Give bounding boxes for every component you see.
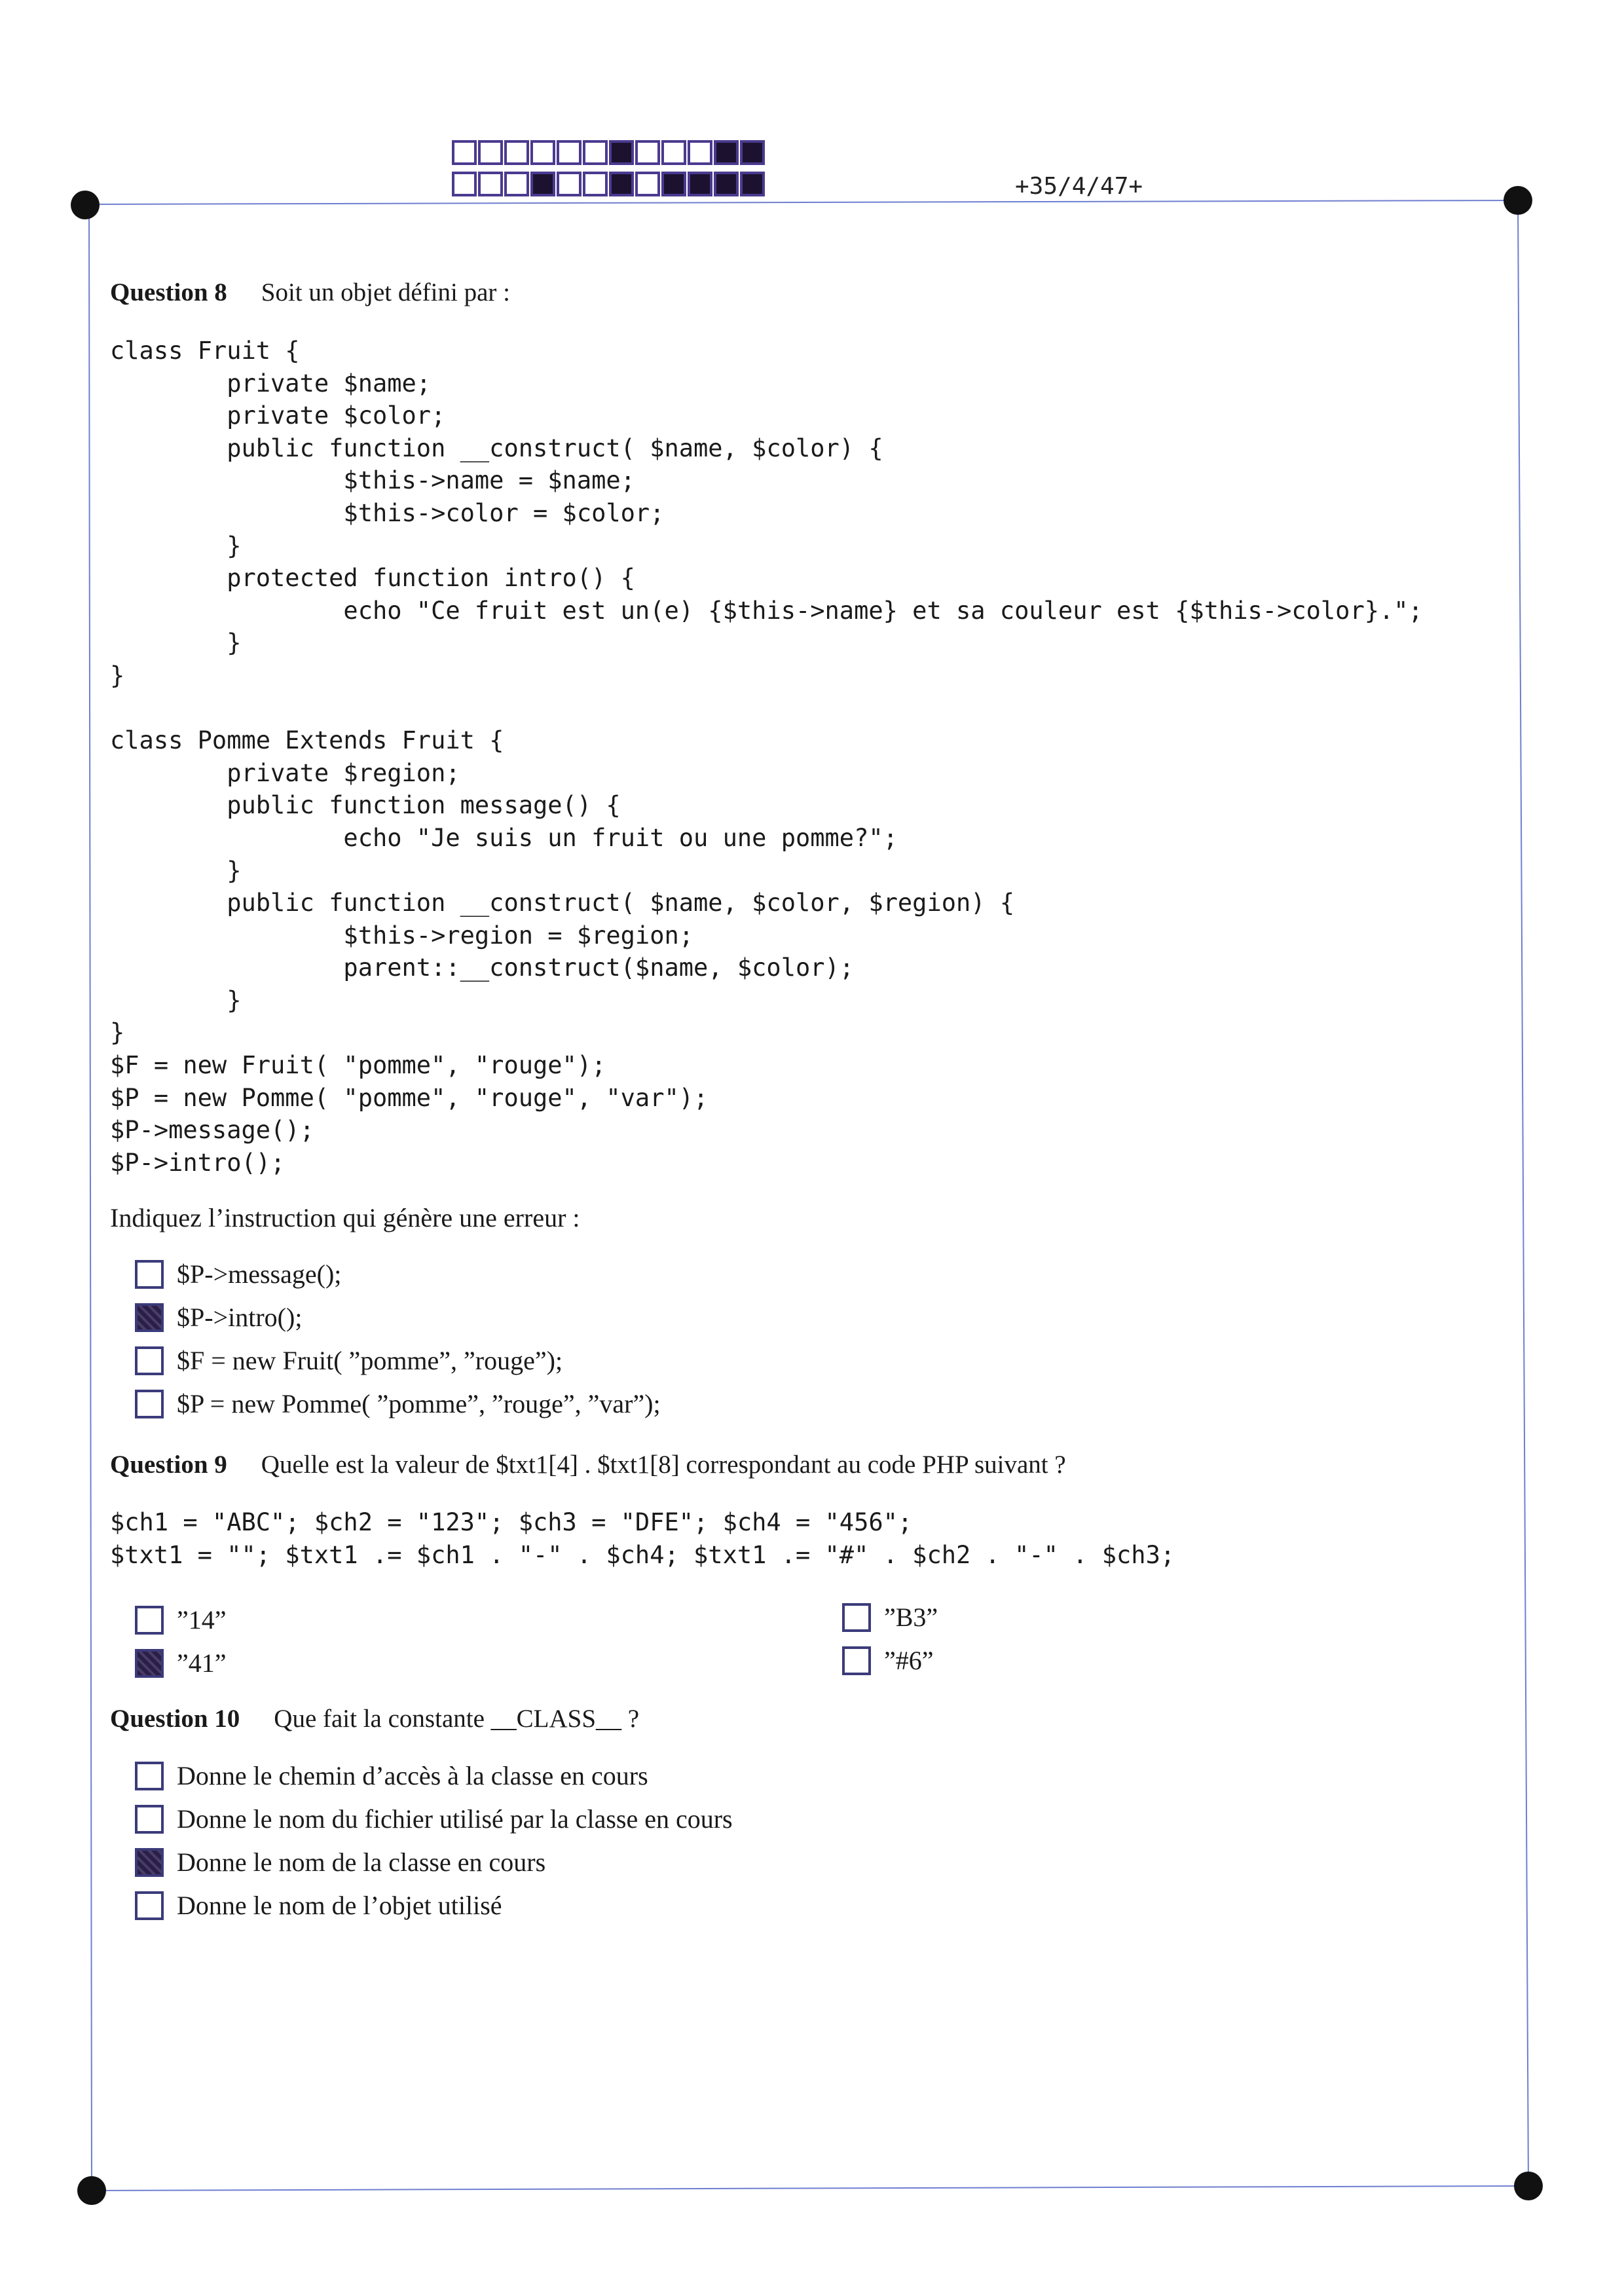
q10-option-4-label: Donne le nom de l’objet utilisé — [177, 1891, 502, 1920]
q9-option-1[interactable] — [135, 1604, 227, 1635]
question-9-label: Question 9 — [110, 1451, 227, 1479]
q8-option-2-checkbox[interactable] — [135, 1303, 164, 1332]
id-mark-cell — [688, 172, 712, 196]
question-10-text: Que fait la constante __CLASS__ ? — [274, 1705, 640, 1733]
question-8-code: class Fruit { private $name; private $color; public function __construct( $name, $color) { $this->name = $name; $this->color = $color; } protected function intro() { echo "Ce fruit est un(e) {$this->name} et sa couleur est {$this->color}."; } } class Pomme Extends Fruit { private $region; public function message() { echo "Je suis un fruit ou une pomme?"; } public function __construct( $name, $color, $region) { $this->region = $region; parent::__construct($name, $color); } } $F = new Fruit( "pomme", "rouge"); $P = new Pomme( "pomme", "rouge", "var"); $P->message(); $P->intro(); — [110, 337, 1423, 1177]
q8-option-2-label: $P->intro(); — [177, 1303, 303, 1332]
q9-option-4-label: ”#6” — [884, 1646, 934, 1675]
q9-option-2-label: ”41” — [177, 1648, 227, 1678]
q9-option-1-label: ”14” — [177, 1605, 227, 1635]
q8-option-1-checkbox[interactable] — [135, 1260, 164, 1289]
q9-option-4[interactable] — [842, 1645, 934, 1676]
q8-option-1-label: $P->message(); — [177, 1259, 342, 1289]
q9-option-3-checkbox[interactable] — [842, 1603, 871, 1632]
id-mark-cell — [661, 140, 686, 165]
id-marks-row-2 — [452, 172, 766, 196]
id-mark-cell — [635, 172, 660, 196]
frame-bottom-line — [92, 2186, 1528, 2191]
id-marks-row-1 — [452, 140, 766, 165]
q8-option-4[interactable] — [135, 1388, 661, 1419]
q10-option-3[interactable] — [135, 1847, 545, 1878]
question-9-header — [110, 1450, 1066, 1479]
q10-option-2-label: Donne le nom du fichier utilisé par la classe en cours — [177, 1804, 733, 1834]
id-mark-cell — [583, 140, 608, 165]
q10-option-1-label: Donne le chemin d’accès à la classe en cours — [177, 1761, 648, 1790]
corner-marker-top-right — [1504, 186, 1532, 215]
corner-marker-top-left — [71, 191, 100, 219]
id-mark-cell — [635, 140, 660, 165]
q8-option-3-checkbox[interactable] — [135, 1346, 164, 1375]
question-8-text: Soit un objet défini par : — [261, 278, 510, 306]
id-mark-cell — [530, 140, 555, 165]
question-9-text: Quelle est la valeur de $txt1[4] . $txt1[8] correspondant au code PHP suivant ? — [261, 1451, 1066, 1479]
id-mark-cell — [609, 172, 634, 196]
id-mark-cell — [478, 172, 503, 196]
q10-option-2-checkbox[interactable] — [135, 1805, 164, 1834]
corner-marker-bottom-right — [1514, 2172, 1543, 2200]
q8-option-4-checkbox[interactable] — [135, 1390, 164, 1418]
question-10-label: Question 10 — [110, 1705, 240, 1733]
frame-left-line — [89, 204, 92, 2191]
id-mark-cell — [583, 172, 608, 196]
q9-option-4-checkbox[interactable] — [842, 1646, 871, 1675]
q9-option-1-checkbox[interactable] — [135, 1606, 164, 1635]
id-mark-cell — [504, 140, 529, 165]
frame-right-line — [1518, 200, 1528, 2186]
q9-option-3[interactable] — [842, 1602, 938, 1633]
corner-marker-bottom-left — [77, 2176, 106, 2205]
q10-option-4[interactable] — [135, 1890, 502, 1921]
q10-option-4-checkbox[interactable] — [135, 1891, 164, 1920]
id-mark-cell — [714, 172, 739, 196]
id-mark-cell — [452, 140, 477, 165]
question-8-label: Question 8 — [110, 278, 227, 306]
q8-option-3[interactable] — [135, 1345, 563, 1376]
id-mark-cell — [661, 172, 686, 196]
id-mark-cell — [504, 172, 529, 196]
q9-option-2[interactable] — [135, 1648, 227, 1678]
id-mark-cell — [478, 140, 503, 165]
id-mark-cell — [557, 140, 581, 165]
q10-option-1[interactable] — [135, 1760, 648, 1791]
question-9-code: $ch1 = "ABC"; $ch2 = "123"; $ch3 = "DFE"; $ch4 = "456"; $txt1 = ""; $txt1 .= $ch1 . "-" . $ch4; $txt1 .= "#" . $ch2 . "-" . $ch3; — [110, 1508, 1175, 1569]
q10-option-3-label: Donne le nom de la classe en cours — [177, 1847, 546, 1877]
q8-option-2[interactable] — [135, 1302, 302, 1333]
question-8-prompt: Indiquez l’instruction qui génère une erreur : — [110, 1203, 580, 1232]
q8-option-1[interactable] — [135, 1259, 341, 1289]
page-identifier: +35/4/47+ — [1015, 173, 1143, 200]
id-mark-cell — [530, 172, 555, 196]
q10-option-1-checkbox[interactable] — [135, 1762, 164, 1790]
question-8-header — [110, 278, 510, 307]
id-mark-cell — [740, 140, 765, 165]
q9-option-2-checkbox[interactable] — [135, 1649, 164, 1678]
id-mark-cell — [714, 140, 739, 165]
q9-option-3-label: ”B3” — [884, 1602, 938, 1632]
id-mark-cell — [740, 172, 765, 196]
q10-option-2[interactable] — [135, 1804, 733, 1834]
id-mark-cell — [557, 172, 581, 196]
q10-option-3-checkbox[interactable] — [135, 1848, 164, 1877]
id-mark-cell — [609, 140, 634, 165]
frame-top-line — [85, 200, 1518, 204]
id-mark-cell — [688, 140, 712, 165]
q8-option-4-label: $P = new Pomme( ”pomme”, ”rouge”, ”var”); — [177, 1389, 661, 1418]
q8-option-3-label: $F = new Fruit( ”pomme”, ”rouge”); — [177, 1346, 563, 1375]
id-mark-cell — [452, 172, 477, 196]
question-10-header — [110, 1704, 639, 1733]
